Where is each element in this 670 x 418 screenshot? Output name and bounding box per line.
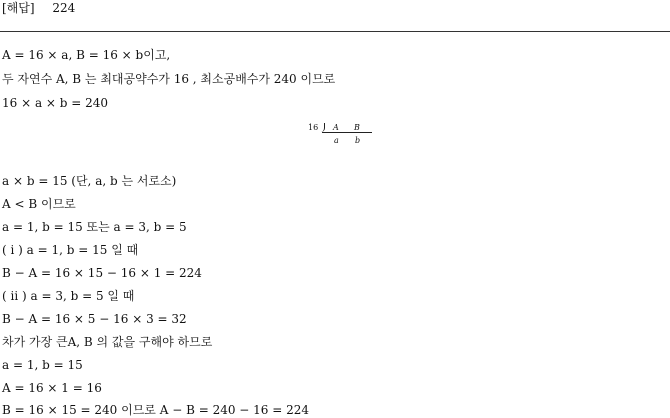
- solution-line-11: 차가 가장 큰A, B 의 값을 구해야 하므로: [2, 335, 213, 349]
- division-top-left: A: [333, 123, 339, 132]
- solution-line-6: a = 1, b = 15 또는 a = 3, b = 5: [2, 220, 187, 234]
- divider: [0, 31, 670, 32]
- solution-line-3: 16 × a × b = 240: [2, 96, 109, 110]
- solution-line-4: a × b = 15 (단, a, b 는 서로소): [2, 174, 177, 188]
- solution-line-13: A = 16 × 1 = 16: [2, 381, 102, 395]
- solution-line-1: A = 16 × a, B = 16 × b이고,: [2, 48, 171, 62]
- answer-value: 224: [52, 1, 76, 15]
- solution-line-7: ( i ) a = 1, b = 15 일 때: [2, 243, 139, 257]
- solution-line-2: 두 자연수 A, B 는 최대공약수가 16 , 최소공배수가 240 이므로: [2, 72, 336, 86]
- division-bottom-left: a: [334, 136, 339, 145]
- answer-header: [2, 1, 75, 15]
- solution-line-14: B = 16 × 15 = 240 이므로 A − B = 240 − 16 = 224: [2, 403, 310, 417]
- division-divisor: 16: [308, 123, 319, 132]
- solution-line-5: A < B 이므로: [2, 197, 76, 211]
- division-top-right: B: [354, 123, 360, 132]
- division-diagram: [308, 121, 388, 149]
- division-bar: [322, 132, 372, 133]
- solution-line-12: a = 1, b = 15: [2, 358, 83, 372]
- solution-line-8: B − A = 16 × 15 − 16 × 1 = 224: [2, 266, 202, 280]
- answer-label: [해답]: [2, 1, 35, 15]
- solution-line-10: B − A = 16 × 5 − 16 × 3 = 32: [2, 312, 187, 326]
- division-bracket: [321, 123, 325, 132]
- division-bottom-right: b: [355, 136, 361, 145]
- solution-line-9: ( ii ) a = 3, b = 5 일 때: [2, 289, 135, 303]
